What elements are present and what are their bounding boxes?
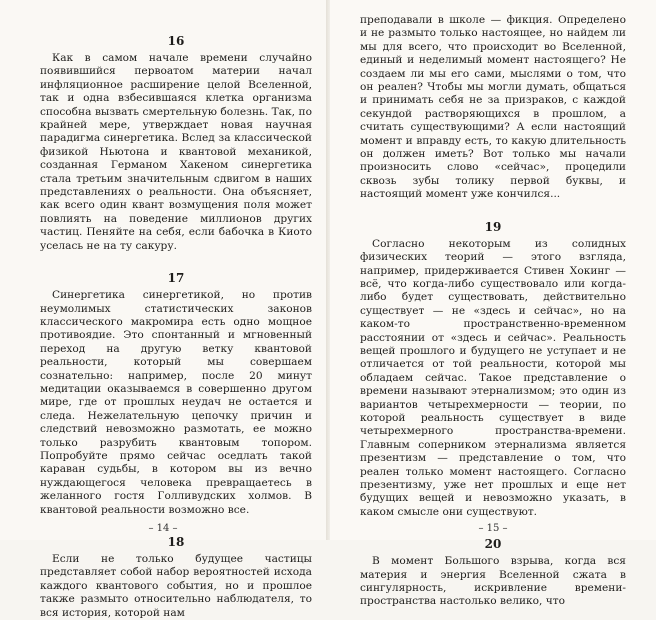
section-number: 16 bbox=[167, 34, 185, 48]
section-number: 19 bbox=[484, 219, 502, 234]
section-number: 17 bbox=[167, 271, 185, 286]
section-text: В момент Большого взрыва, когда вся материя и энергия Вселенной сжата в сингулярность, искривление времени-пространства настолько велико, что bbox=[360, 555, 626, 608]
section-number: 20 bbox=[484, 537, 502, 552]
page-number: – 14 – bbox=[148, 523, 178, 534]
section-text: Согласно некоторым из солидных физических теорий — этого взгляда, например, придерживается Стивен Хокинг — всё, что когда-либо существовало или когда-либо будет существовать, действительно существует — не «здесь и сейчас», но на каком-то пространственно-временном расстоянии от «здесь и сейчас». Реальность вещей прошлого и будущего не уступает и не отличается от той реальности, которой мы обладаем сейчас. Такое представление о времени называют этернализмом; это один из вариантов четырехмерности — теории, по которой реальность существует в виде четырехмерного пространства-времени. Главным соперником этернализма является презентизм — представление о том, что реален только момент настоящего. Согласно презентизму, уже нет прошлых и еще нет будущих вещей и невозможно указать, в каком смысле они существуют. bbox=[360, 237, 626, 518]
section-number: 18 bbox=[167, 535, 185, 549]
right-page bbox=[330, 0, 656, 608]
continued-text: преподавали в школе — фикция. Определено и не размыто только настоящее, но найдем ли мы для всего, что происходит во Вселенной, единый и неделимый момент настоящего? Не создаем ли мы его сами, мыслями о том, что он реален? Чтобы мы могли думать, общаться и принимать себя не за призраков, с каждой секундой растворяющихся в прошлом, а считать существующими? А если настоящий момент и вправду есть, то какую длительность он должен иметь? Вот только мы начали произносить слово «сейчас», процедили сквозь зубы толику первой буквы, и настоящий момент уже кончился... bbox=[360, 14, 626, 201]
left-page bbox=[0, 0, 326, 619]
section-text: Как в самом начале времени случайно появившийся первоатом материи начал инфляционное расширение целой Вселенной, так и одна взбесившаяся клетка организма способна вызвать смертельную болезнь. Так, по крайней мере, утверждает новая научная парадигма синергетика. Вслед за классической физикой Ньютона и квантовой механикой, созданная Германом Хакеном синергетика стала третьим значительным сдвигом в наших представлениях о реальности. Она объясняет, как всего один квант возмущения поля может повлиять на поведение миллионов других частиц. Пеняйте на себя, если бабочка в Киото уселась не на ту сакуру. bbox=[40, 52, 312, 252]
page-number: – 15 – bbox=[478, 523, 508, 534]
section-text: Синергетика синергетикой, но против неумолимых статистических законов классического макромира есть одно мощное противоядие. Это спонтанный и мгновенный переход на другую ветку квантовой реальности, который мы совершаем сознательно: например, после 20 минут медитации оказываемся в совершенно другом мире, где от прошлых неудач не остается и следа. Нежелательную цепочку причин и следствий невозможно размотать, ее можно только разрубить квантовым топором. Попробуйте прямо сейчас оседлать такой караван судьбы, в котором вы из вечно нуждающегося человека превращаетесь в желанного гостя Голливудских холмов. В квантовой реальности возможно все. bbox=[40, 289, 312, 516]
section-text: Если не только будущее частицы представляет собой набор вероятностей исхода каждого квантового события, но и прошлое также размыто относительно наблюдателя, то вся история, которой нам bbox=[40, 553, 312, 619]
